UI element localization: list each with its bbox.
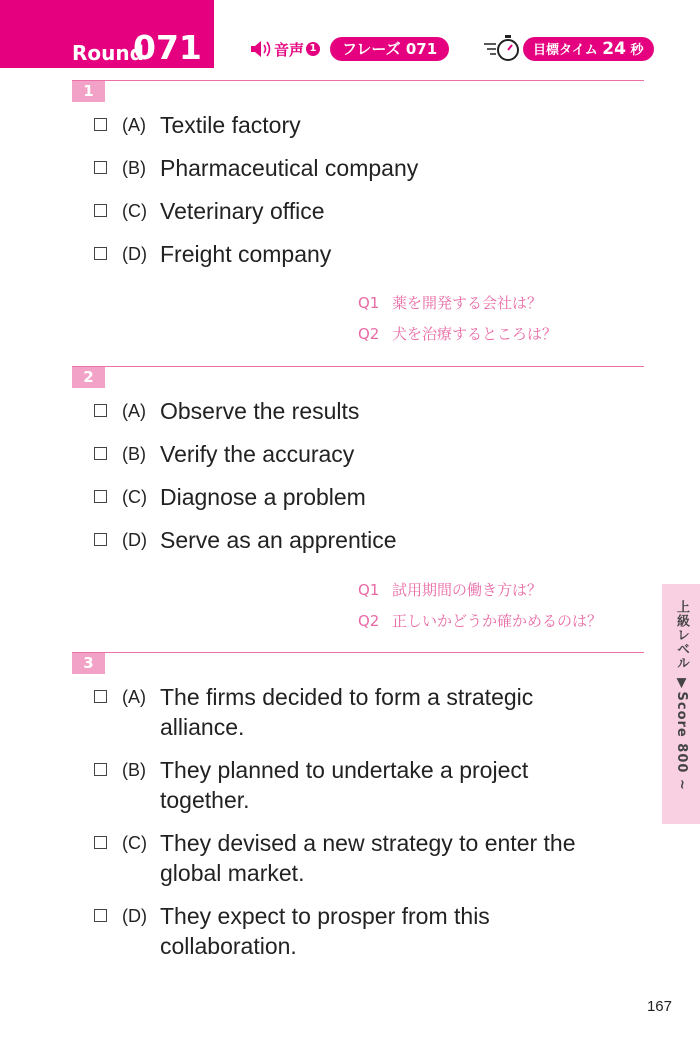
option-text: Pharmaceutical company: [160, 155, 419, 181]
question-divider: [72, 652, 644, 653]
option-text: Veterinary office: [160, 198, 325, 224]
checkbox[interactable]: [94, 447, 107, 460]
option-letter: (C): [122, 833, 147, 853]
round-number: 071: [133, 28, 202, 67]
hint-line: [358, 579, 542, 600]
hint-question-label: Q2: [358, 325, 380, 343]
hint-text: 薬を開発する会社は？: [392, 294, 543, 312]
stopwatch-icon: [484, 34, 520, 62]
hint-line: [358, 323, 557, 344]
hint-text: 正しいかどうか確かめるのは？: [392, 612, 603, 630]
hint-question-label: Q2: [358, 612, 380, 630]
option-text: Verify the accuracy: [160, 441, 355, 467]
option-text: Textile factory: [160, 112, 301, 138]
option-letter: (B): [122, 760, 146, 780]
option-letter: (C): [122, 487, 147, 507]
option-text: They devised a new strategy to enter the: [160, 830, 576, 856]
option-text: Serve as an apprentice: [160, 527, 397, 553]
level-side-tab: [662, 584, 700, 824]
option-letter: (D): [122, 906, 147, 926]
target-time-label: 目標タイム: [533, 43, 598, 58]
option-letter: (D): [122, 530, 147, 550]
page-number: 167: [646, 998, 672, 1015]
checkbox[interactable]: [94, 118, 107, 131]
checkbox[interactable]: [94, 690, 107, 703]
audio-label: 音声: [274, 40, 305, 59]
hint-line: [358, 292, 542, 313]
option-letter: (B): [122, 444, 146, 464]
checkbox[interactable]: [94, 909, 107, 922]
option-letter: (A): [122, 687, 146, 707]
checkbox[interactable]: [94, 404, 107, 417]
hint-text: 試用期間の働き方は？: [392, 581, 543, 599]
option-text: Observe the results: [160, 398, 360, 424]
option-letter: (D): [122, 244, 147, 264]
option-text: Diagnose a problem: [160, 484, 366, 510]
checkbox[interactable]: [94, 533, 107, 546]
option-text-continued: alliance.: [160, 714, 245, 740]
checkbox[interactable]: [94, 247, 107, 260]
audio-indicator[interactable]: [250, 36, 320, 62]
checkbox[interactable]: [94, 490, 107, 503]
option-text-continued: collaboration.: [160, 933, 297, 959]
question-number: 2: [72, 366, 105, 388]
checkbox[interactable]: [94, 204, 107, 217]
option-text: Freight company: [160, 241, 332, 267]
question-divider: [72, 80, 644, 81]
hint-line: [358, 610, 602, 631]
option-letter: (A): [122, 401, 146, 421]
question-number: 1: [72, 80, 105, 102]
option-text: They planned to undertake a project: [160, 757, 529, 783]
option-text: They expect to prosper from this: [160, 903, 490, 929]
checkbox[interactable]: [94, 763, 107, 776]
hint-text: 犬を治療するところは？: [392, 325, 558, 343]
phrase-badge: フレーズ 071: [330, 37, 449, 61]
level-label: 上級レベル ▼Score 800 ~: [674, 600, 689, 791]
checkbox[interactable]: [94, 836, 107, 849]
audio-track-number: 1: [306, 42, 320, 56]
round-label: Round: [72, 41, 144, 65]
option-letter: (C): [122, 201, 147, 221]
target-time-badge: [523, 37, 654, 61]
checkbox[interactable]: [94, 161, 107, 174]
hint-question-label: Q1: [358, 294, 380, 312]
target-time-value: 24: [602, 39, 626, 59]
speaker-icon: [250, 39, 274, 59]
question-divider: [72, 366, 644, 367]
round-banner: [0, 0, 214, 68]
option-letter: (B): [122, 158, 146, 178]
target-time-unit: 秒: [630, 43, 644, 58]
option-text-continued: global market.: [160, 860, 305, 886]
option-letter: (A): [122, 115, 146, 135]
option-text-continued: together.: [160, 787, 250, 813]
question-number: 3: [72, 652, 105, 674]
hint-question-label: Q1: [358, 581, 380, 599]
option-text: The firms decided to form a strategic: [160, 684, 534, 710]
